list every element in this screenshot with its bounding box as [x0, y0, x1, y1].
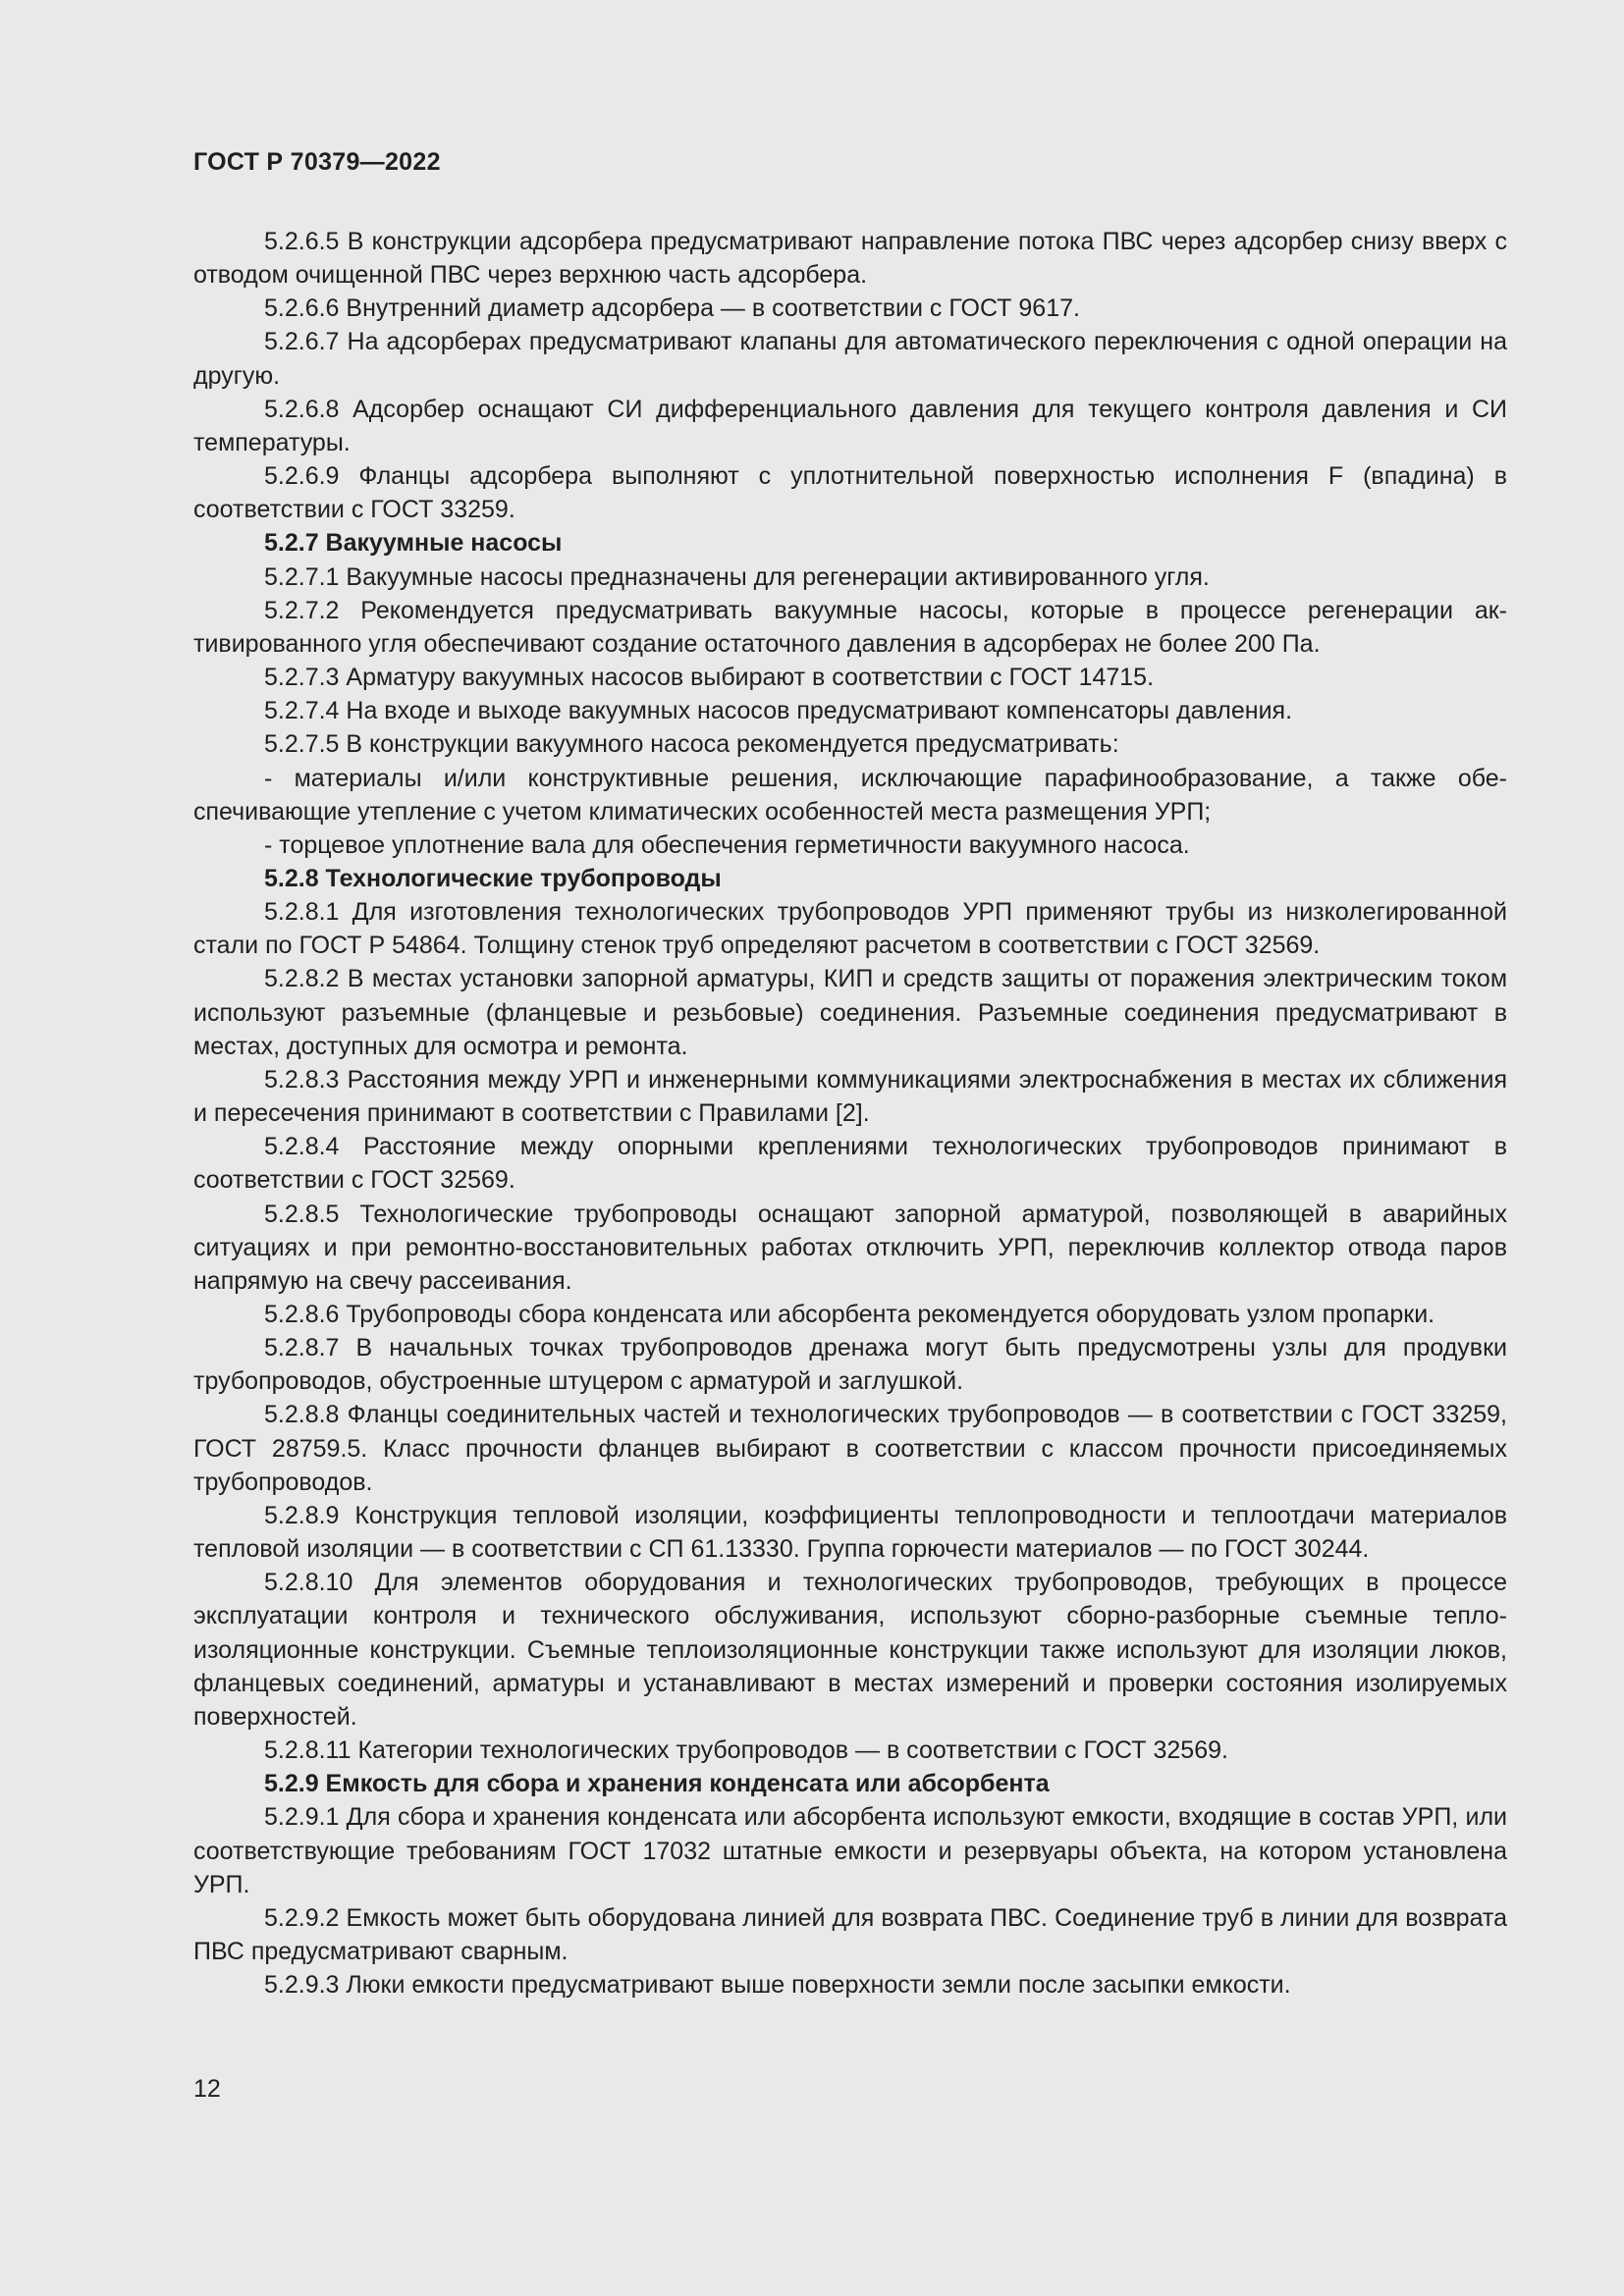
document-header: ГОСТ Р 70379—2022 [193, 148, 441, 176]
paragraph: 5.2.6.5 В конструкции адсорбера предусматривают направление потока ПВС через адсорбер снизу вверх с отводом очищенной ПВС через верхнюю часть адсорбера. [193, 228, 1507, 290]
paragraph: 5.2.8.3 Расстояния между УРП и инженерными коммуникациями электроснабжения в местах их сближения и пересечения принимают в соответствии с Правилами [2]. [193, 1065, 1507, 1128]
section-heading: 5.2.9 Емкость для сбора и хранения конденсата или абсорбента [264, 1770, 1050, 1798]
paragraph: 5.2.7.3 Арматуру вакуумных насосов выбирают в соответствии с ГОСТ 14715. [264, 664, 1155, 692]
paragraph: 5.2.8.4 Расстояние между опорными креплениями технологических трубопроводов принимают в соответствии с ГОСТ 32569. [193, 1133, 1507, 1195]
paragraph: 5.2.8.8 Фланцы соединительных частей и технологических трубопроводов — в соответствии с ГОСТ 33259, ГОСТ 28759.5. Класс прочности фланцев выбирают в соответствии с классом прочности присоединяемых трубопроводов. [193, 1401, 1507, 1496]
paragraph: 5.2.8.11 Категории технологических трубопроводов — в соответствии с ГОСТ 32569. [264, 1736, 1228, 1765]
paragraph: 5.2.8.9 Конструкция тепловой изоляции, коэффициенты теплопроводности и теплоотдачи материалов тепловой изоляции — в соответствии с СП 61.13330. Группа горючести материалов — по ГОСТ 30244. [193, 1501, 1507, 1564]
document-body [193, 225, 1507, 2002]
page-number: 12 [193, 2075, 221, 2103]
paragraph: 5.2.7.1 Вакуумные насосы предназначены для регенерации активированного угля. [264, 562, 1210, 591]
paragraph: 5.2.7.2 Рекомендуется предусматривать вакуумные насосы, которые в процессе регенерации активированного угля обеспечивают создание остаточного давления в адсорберах не более 200 Па. [193, 596, 1507, 658]
paragraph: 5.2.8.6 Трубопроводы сбора конденсата или абсорбента рекомендуется оборудовать узлом пропарки. [264, 1301, 1435, 1328]
paragraph: 5.2.6.7 На адсорберах предусматривают клапаны для автоматического переключения с одной операции на другую. [193, 328, 1507, 390]
paragraph: 5.2.9.2 Емкость может быть оборудована линией для возврата ПВС. Соединение труб в линии для возврата ПВС предусматривают сварным. [193, 1903, 1507, 1965]
section-heading: 5.2.8 Технологические трубопроводы [264, 864, 722, 892]
paragraph: 5.2.8.5 Технологические трубопроводы оснащают запорной арматурой, позволяющей в аварийных ситуациях и при ремонтно-восстановительных работах отключить УРП, переключив коллектор отвода паров напрямую на свечу рассеивания. [193, 1200, 1507, 1295]
paragraph: 5.2.8.7 В начальных точках трубопроводов дренажа могут быть предусмотрены узлы для продувки трубопроводов, обустроенные штуцером с арматурой и заглушкой. [193, 1334, 1507, 1396]
paragraph: 5.2.7.4 На входе и выходе вакуумных насосов предусматривают компенсаторы давления. [264, 697, 1293, 725]
paragraph: 5.2.6.8 Адсорбер оснащают СИ дифференциального давления для текущего контроля давления и СИ температуры. [193, 395, 1507, 456]
paragraph: 5.2.8.2 В местах установки запорной арматуры, КИП и средств защиты от поражения электрическим током используют разъемные (фланцевые и резьбовые) соединения. Разъемные соединения предусматривают в местах, доступных для осмотра и ремонта. [193, 965, 1507, 1060]
section-heading: 5.2.7 Вакуумные насосы [264, 529, 563, 558]
paragraph: 5.2.9.1 Для сбора и хранения конденсата или абсорбента используют емкости, входящие в состав УРП, или соответствующие требованиям ГОСТ 17032 штатные емкости и резервуары объекта, на котором установлена УРП. [193, 1803, 1507, 1898]
paragraph: 5.2.8.1 Для изготовления технологических трубопроводов УРП применяют трубы из низколегированной стали по ГОСТ Р 54864. Толщину стенок труб определяют расчетом в соответствии с ГОСТ 32569. [193, 898, 1507, 960]
list-item: - материалы и/или конструктивные решения, исключающие парафинообразование, а также обеспечивающие утепление с учетом климатических особенностей места размещения УРП; [193, 764, 1507, 826]
paragraph: 5.2.8.10 Для элементов оборудования и технологических трубопроводов, требующих в процессе эксплуатации контроля и технического обслуживания, используют сборно-разборные съемные теплоизоляционные конструкции. Съемные теплоизоляционные конструкции также используют для изоляции люков, фланцевых соединений, арматуры и устанавливают в местах измерений и проверки состояния изолируемых поверхностей. [193, 1569, 1507, 1731]
paragraph: 5.2.6.6 Внутренний диаметр адсорбера — в соответствии с ГОСТ 9617. [264, 294, 1080, 323]
paragraph: 5.2.7.5 В конструкции вакуумного насоса рекомендуется предусматривать: [264, 730, 1119, 759]
list-item: - торцевое уплотнение вала для обеспечения герметичности вакуумного насоса. [264, 830, 1190, 859]
paragraph: 5.2.9.3 Люки емкости предусматривают выше поверхности земли после засыпки емкости. [264, 1971, 1291, 2000]
paragraph: 5.2.6.9 Фланцы адсорбера выполняют с уплотнительной поверхностью исполнения F (впадина) в соответствии с ГОСТ 33259. [193, 462, 1507, 524]
